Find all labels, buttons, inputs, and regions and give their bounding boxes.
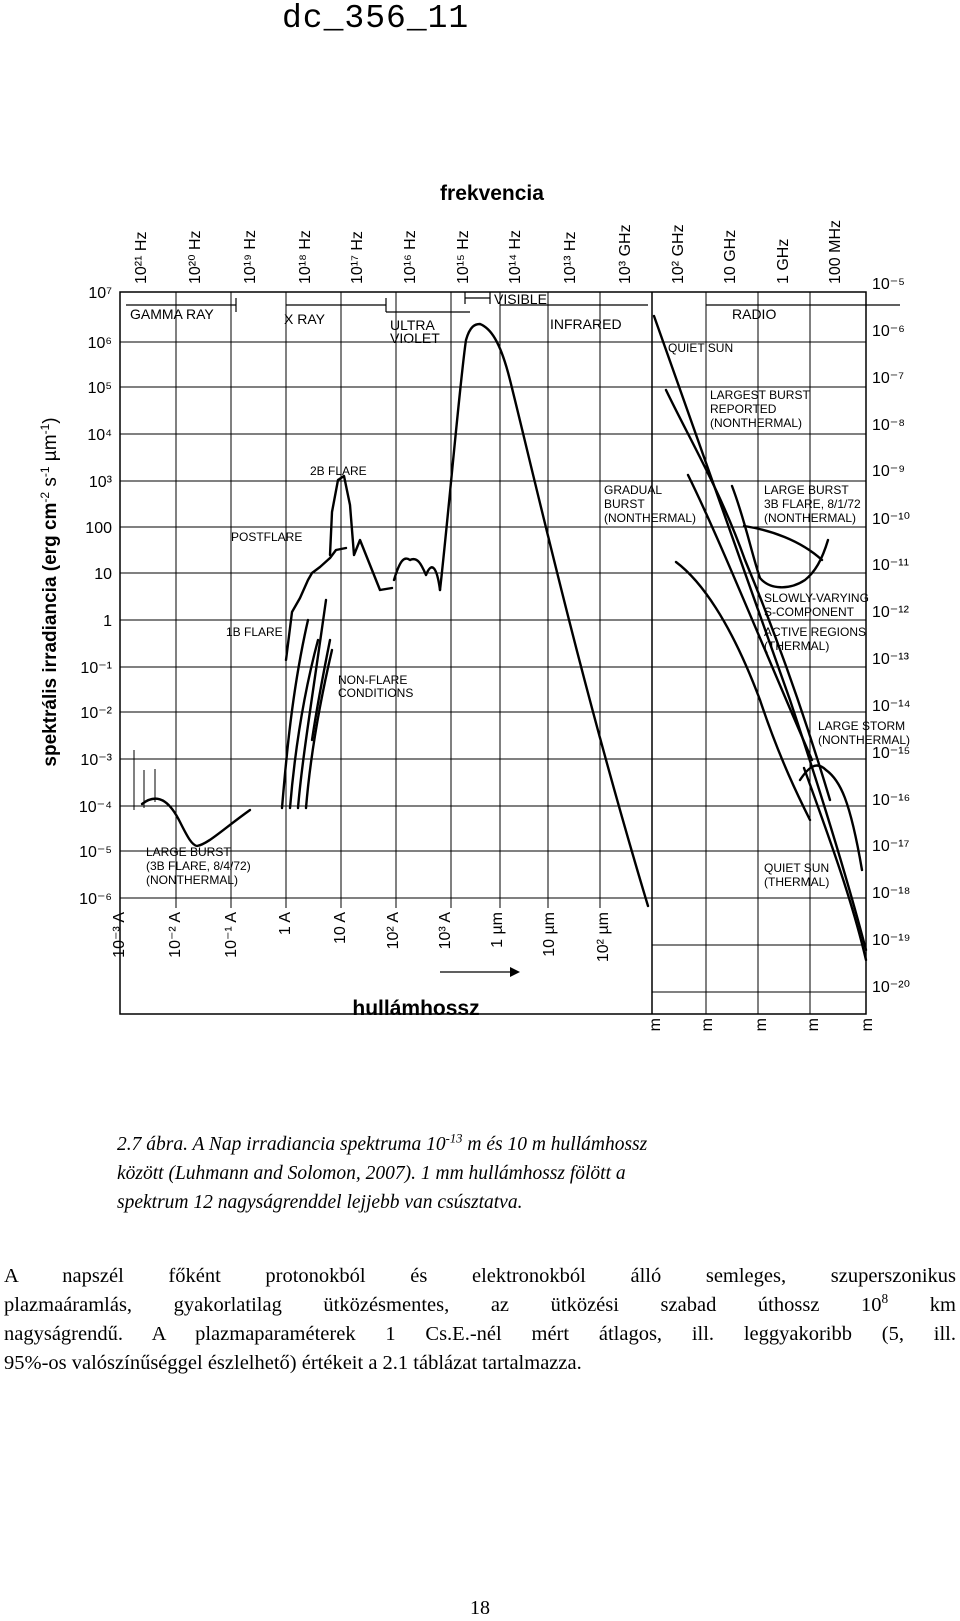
- label-large-storm-1: LARGE STORM: [818, 719, 906, 733]
- curve-1b-flare-c: [298, 600, 326, 808]
- document-code-header: dc_356_11: [282, 0, 470, 37]
- right-tick-label: 10⁻¹⁷: [872, 838, 910, 855]
- label-large-storm-2: (NONTHERMAL): [818, 733, 910, 747]
- freq-tick-label: 10³ GHz: [617, 224, 634, 284]
- wavelength-tick-labels: [111, 912, 612, 962]
- freq-tick-label: 10¹⁴ Hz: [507, 230, 524, 284]
- label-large-burst-left-2: (3B FLARE, 8/4/72): [146, 859, 251, 873]
- body-line-1: A napszél főként protonokból és elektronokból álló semleges, szuperszonikus: [4, 1265, 956, 1287]
- freq-tick-label: 10²⁰ Hz: [187, 230, 204, 284]
- page-number: 18: [470, 1597, 490, 1619]
- cut-tick-label: m: [699, 1018, 716, 1032]
- freq-tick-label: 10¹⁶ Hz: [402, 230, 419, 284]
- label-gradual-3: (NONTHERMAL): [604, 511, 696, 525]
- freq-tick-label: 10 GHz: [722, 229, 739, 284]
- wavelength-tick-label: 10³ A: [437, 912, 454, 950]
- right-tick-label: 10⁻⁹: [872, 463, 906, 480]
- right-tick-label: 10⁻⁶: [872, 323, 905, 340]
- label-active-1: ACTIVE REGIONS: [764, 625, 867, 639]
- wavelength-tick-label: 1 A: [277, 912, 294, 936]
- cut-tick-label: m: [859, 1018, 876, 1032]
- wavelength-tick-label: 10⁻³ A: [111, 912, 128, 958]
- label-large-burst-right-1: LARGE BURST: [764, 483, 849, 497]
- right-tick-label: 10⁻¹⁹: [872, 932, 911, 949]
- label-slowly-2: S-COMPONENT: [764, 605, 854, 619]
- label-2b-flare: 2B FLARE: [310, 464, 367, 478]
- wavelength-tick-label: 10 µm: [541, 912, 558, 957]
- label-gradual-2: BURST: [604, 497, 645, 511]
- freq-tick-label: 10¹⁵ Hz: [455, 230, 472, 284]
- freq-tick-label: 100 MHz: [827, 219, 844, 284]
- label-largest-burst-2: REPORTED: [710, 402, 777, 416]
- label-conditions: CONDITIONS: [338, 686, 414, 700]
- right-tick-label: 10⁻¹⁰: [872, 511, 910, 528]
- caption-line-1: 2.7 ábra. A Nap irradiancia spektruma $10^{-13}$ m és 10 m hullámhossz: [117, 1131, 648, 1155]
- left-tick-labels: [79, 285, 113, 908]
- label-large-burst-left-3: (NONTHERMAL): [146, 873, 238, 887]
- label-1b-flare: 1B FLARE: [226, 625, 283, 639]
- cut-tick-label: m: [647, 1018, 664, 1032]
- right-tick-label: 10⁻⁸: [872, 417, 905, 434]
- curve-main-peak: [440, 324, 648, 906]
- bottom-axis-title: hullámhossz: [352, 997, 480, 1020]
- label-visible: VISIBLE: [494, 291, 547, 307]
- right-tick-label: 10⁻¹³: [872, 651, 909, 668]
- left-tick-label: 10⁻³: [80, 752, 112, 769]
- right-tick-label: 10⁻¹⁵: [872, 745, 911, 762]
- right-tick-label: 10⁻¹²: [872, 604, 909, 621]
- wavelength-tick-label: 10² A: [385, 912, 402, 950]
- left-tick-label: 10⁷: [88, 285, 112, 302]
- right-tick-label: 10⁻¹⁶: [872, 792, 911, 809]
- label-gamma-ray: GAMMA RAY: [130, 306, 214, 322]
- freq-tick-label: 10¹⁸ Hz: [297, 230, 314, 284]
- left-tick-label: 100: [85, 520, 112, 537]
- label-large-burst-left-1: LARGE BURST: [146, 845, 231, 859]
- wavelength-tick-label: 10⁻¹ A: [223, 912, 240, 958]
- right-tick-label: 10⁻¹¹: [872, 557, 909, 574]
- left-tick-label: 10³: [88, 474, 112, 491]
- right-tick-label: 10⁻¹⁴: [872, 698, 911, 715]
- label-active-2: (THERMAL): [764, 639, 830, 653]
- right-tick-label: 10⁻¹⁸: [872, 885, 911, 902]
- freq-tick-label: 10² GHz: [670, 224, 687, 284]
- arrow-head-icon: [510, 967, 520, 977]
- right-tick-label: 10⁻⁵: [872, 276, 905, 293]
- caption-line-3: spektrum 12 nagyságrenddel lejjebb van csúsztatva.: [117, 1192, 523, 1213]
- cut-tick-labels: [647, 1018, 876, 1031]
- wavelength-tick-label: 1 µm: [489, 912, 506, 948]
- label-x-ray: X RAY: [284, 311, 325, 327]
- left-tick-label: 10⁴: [87, 427, 112, 444]
- freq-tick-label: 10¹³ Hz: [562, 231, 579, 284]
- label-largest-burst-3: (NONTHERMAL): [710, 416, 802, 430]
- left-tick-label: 10⁻⁶: [79, 891, 112, 908]
- label-radio: RADIO: [732, 306, 777, 322]
- right-tick-label: 10⁻²⁰: [872, 979, 910, 996]
- freq-tick-label: 10²¹ Hz: [133, 231, 150, 284]
- label-postflare: POSTFLARE: [231, 530, 303, 544]
- wavelength-tick-label: 10⁻² A: [167, 912, 184, 958]
- body-line-4: 95%-os valószínűséggel észlelhető) értékeit a 2.1 táblázat tartalmazza.: [4, 1352, 582, 1374]
- left-tick-label: 10⁵: [87, 380, 112, 397]
- wavelength-tick-label: 10² µm: [595, 912, 612, 963]
- label-largest-burst-1: LARGEST BURST: [710, 388, 810, 402]
- label-large-burst-right-3: (NONTHERMAL): [764, 511, 856, 525]
- label-violet: VIOLET: [390, 330, 440, 346]
- left-tick-label: 10⁻⁵: [79, 844, 112, 861]
- label-quiet-sun-bottom-1: QUIET SUN: [764, 861, 830, 875]
- frequency-tick-labels: [133, 220, 844, 284]
- label-infrared: INFRARED: [550, 316, 622, 332]
- label-ultra: ULTRA: [390, 317, 435, 333]
- freq-tick-label: 10¹⁹ Hz: [242, 230, 259, 284]
- label-large-burst-right-2: 3B FLARE, 8/1/72: [764, 497, 861, 511]
- body-line-3: nagyságrendű. A plazmaparaméterek 1 Cs.E.-nél mért átlagos, ill. leggyakoribb (5, ill.: [4, 1323, 956, 1345]
- label-quiet-sun-top: QUIET SUN: [668, 341, 734, 355]
- freq-tick-label: 10¹⁷ Hz: [349, 231, 366, 284]
- caption-line-2: között (Luhmann and Solomon, 2007). 1 mm hullámhossz fölött a: [117, 1163, 626, 1184]
- left-tick-label: 10⁻¹: [80, 660, 112, 677]
- figure-caption: [117, 1130, 837, 1217]
- freq-tick-label: 1 GHz: [775, 238, 792, 284]
- left-tick-label: 10: [94, 566, 112, 583]
- left-axis-title: spektrális irradiancia (erg $cm^{-2}$ $s^{-1}$ µm$^{-1}$): [38, 417, 61, 767]
- label-gradual-1: GRADUAL: [604, 483, 663, 497]
- left-tick-label: 10⁻²: [80, 705, 112, 722]
- left-tick-label: 10⁶: [87, 335, 112, 352]
- left-tick-label: 1: [103, 613, 112, 630]
- label-non-flare: NON-FLARE: [338, 673, 408, 687]
- label-quiet-sun-bottom-2: (THERMAL): [764, 875, 830, 889]
- top-axis-title: frekvencia: [440, 182, 544, 205]
- cut-tick-label: m: [805, 1018, 822, 1032]
- curve-uv-segment: [394, 559, 440, 590]
- body-line-2: plazmaáramlás, gyakorlatilag ütközésmentes, az ütközési szabad úthossz $10^8$ km: [4, 1291, 957, 1316]
- left-tick-label: 10⁻⁴: [78, 799, 112, 816]
- right-tick-labels: [872, 276, 911, 996]
- cut-tick-label: m: [753, 1018, 770, 1032]
- body-paragraph: [4, 1262, 956, 1378]
- label-slowly-1: SLOWLY-VARYING: [764, 591, 869, 605]
- wavelength-tick-label: 10 A: [332, 912, 349, 945]
- right-tick-label: 10⁻⁷: [872, 370, 905, 387]
